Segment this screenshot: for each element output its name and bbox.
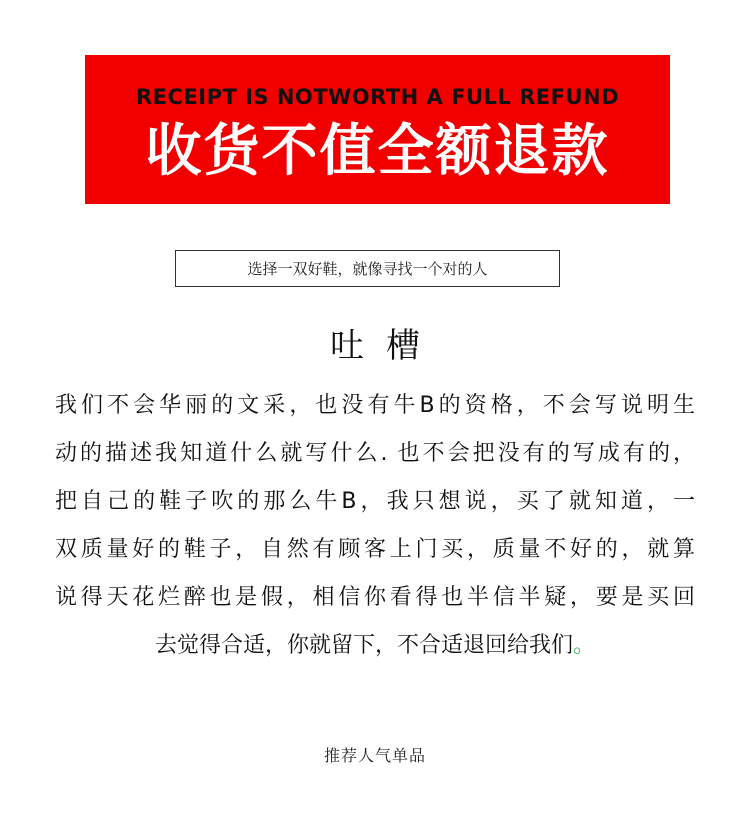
tagline-text: 选择一双好鞋，就像寻找一个对的人 [247, 260, 488, 278]
body-line-last [55, 622, 695, 670]
body-line: 双质量好的鞋子，自然有顾客上门买，质量不好的，就算 [55, 537, 695, 562]
body-line: 说得天花烂醉也是假，相信你看得也半信半疑，要是买回 [55, 585, 695, 610]
body-line: 动的描述我知道什么就写什么. 也不会把没有的写成有的， [55, 441, 695, 466]
tagline-box [175, 250, 560, 287]
body-line: 我们不会华丽的文采，也没有牛B的资格，不会写说明生 [55, 393, 695, 418]
recommended-products-label: 推荐人气单品 [323, 746, 426, 765]
banner-chinese-title: 收货不值全额退款 [145, 119, 610, 184]
refund-banner [85, 55, 670, 204]
body-line-text: 去觉得合适，你就留下，不合适退回给我们 [154, 633, 573, 658]
body-line: 把自己的鞋子吹的那么牛B，我只想说，买了就知道，一 [55, 489, 695, 514]
end-mark: 。 [573, 633, 596, 658]
body-paragraph [55, 382, 695, 670]
section-title: 吐槽 [330, 326, 442, 366]
banner-english-title: RECEIPT IS NOTWORTH A FULL REFUND [135, 85, 620, 109]
